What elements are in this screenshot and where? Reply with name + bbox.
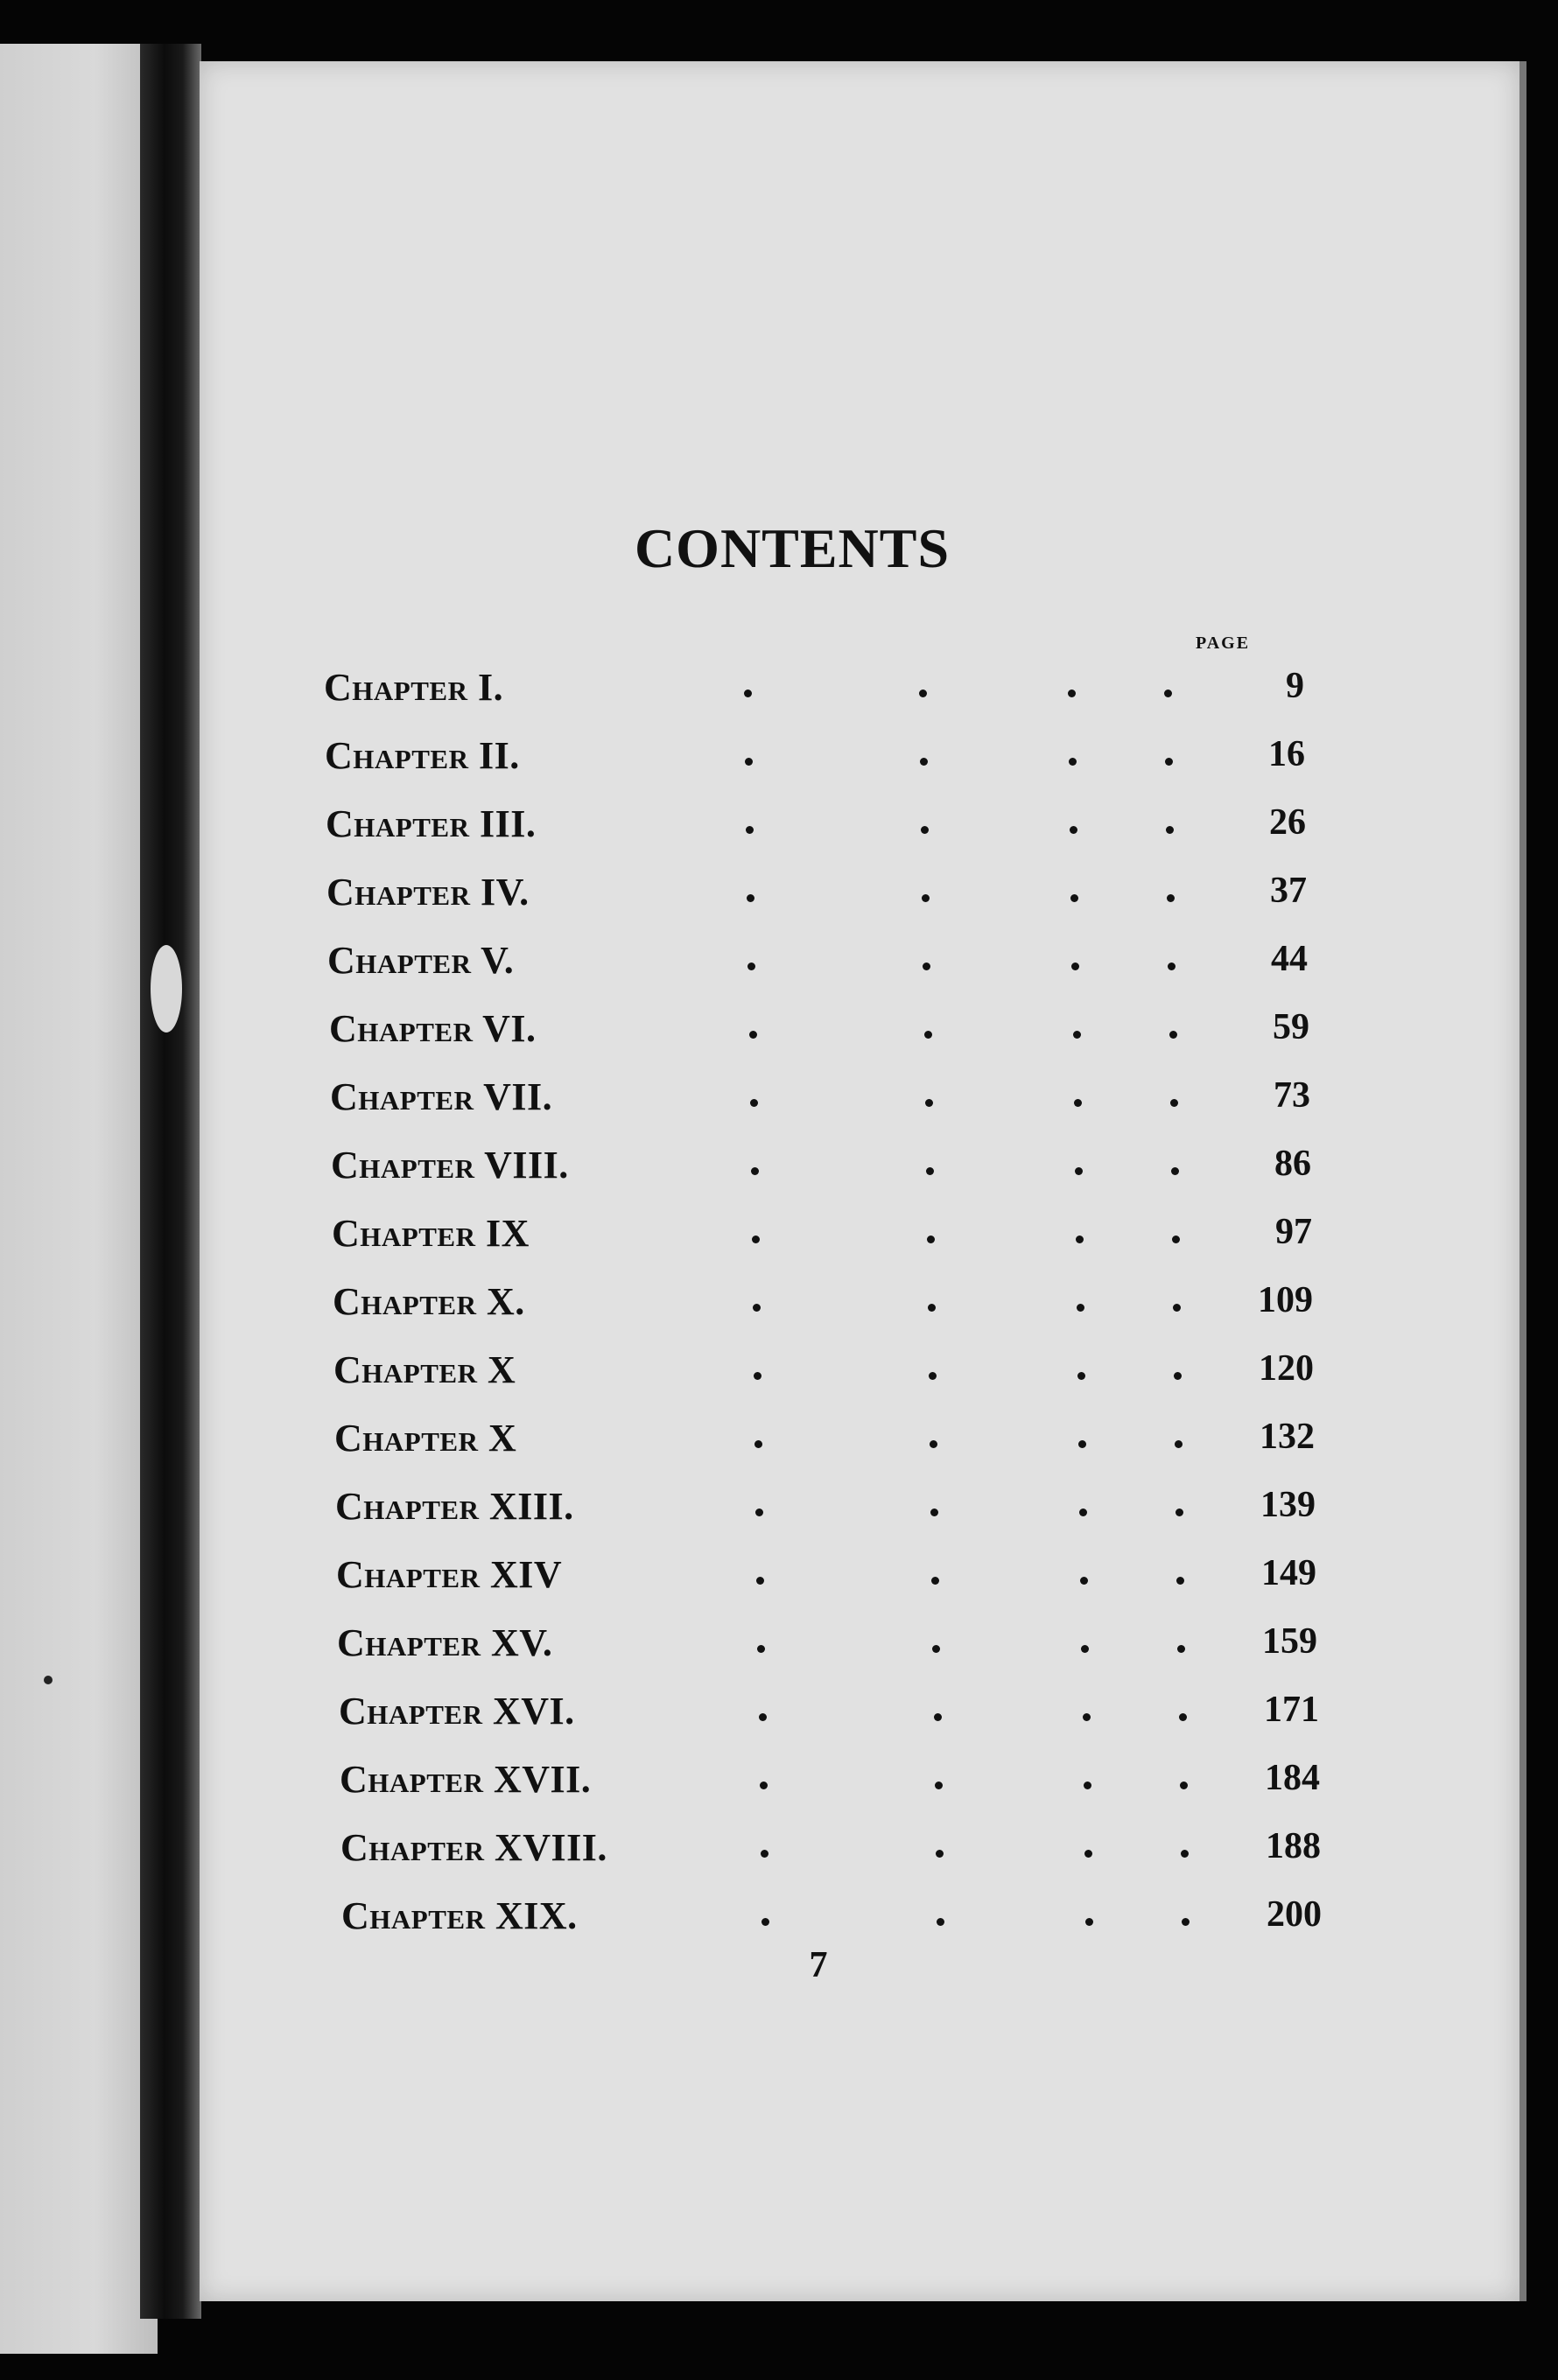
toc-entry xyxy=(340,1757,1320,1818)
leader-dot xyxy=(747,894,754,902)
leader-dot xyxy=(1180,1782,1188,1789)
toc-entry xyxy=(339,1689,1319,1750)
leader-dot xyxy=(745,758,753,766)
leader-dot xyxy=(921,826,929,834)
toc-entry xyxy=(327,938,1308,999)
chapter-label: Chapter XIII. xyxy=(335,1485,574,1528)
leader-dot xyxy=(920,758,928,766)
leader-dot xyxy=(1073,1031,1081,1039)
leader-dot xyxy=(1074,1099,1082,1107)
leader-dot xyxy=(1071,962,1079,970)
toc-page-number: 9 xyxy=(1286,666,1304,706)
toc-page-number: 109 xyxy=(1258,1280,1313,1320)
toc-page-number: 188 xyxy=(1266,1826,1321,1866)
toc-page-number: 184 xyxy=(1265,1758,1320,1798)
toc-page-number: 16 xyxy=(1268,734,1305,774)
toc-entry xyxy=(326,802,1306,863)
toc-page-number: 132 xyxy=(1260,1417,1315,1457)
leader-dot xyxy=(936,1850,944,1858)
toc-page-number: 159 xyxy=(1262,1621,1317,1662)
leader-dot xyxy=(1166,826,1174,834)
chapter-label: Chapter V. xyxy=(327,939,515,982)
leader-dot xyxy=(922,894,930,902)
leader-dot xyxy=(755,1508,763,1516)
leader-dot xyxy=(928,1304,936,1312)
leader-dot xyxy=(1169,1031,1177,1039)
leader-dot xyxy=(1077,1372,1085,1380)
chapter-label: Chapter IX xyxy=(332,1212,530,1255)
leader-dot xyxy=(1080,1577,1088,1585)
leader-dot xyxy=(760,1782,768,1789)
leader-dot xyxy=(747,962,755,970)
leader-dot xyxy=(1181,1850,1189,1858)
toc-entry xyxy=(325,733,1305,794)
toc-entry xyxy=(336,1552,1316,1614)
toc-entry xyxy=(333,1348,1314,1409)
leader-dot xyxy=(932,1645,940,1653)
chapter-label: Chapter IV. xyxy=(326,871,530,914)
leader-dot xyxy=(937,1918,944,1926)
toc-page-number: 37 xyxy=(1270,871,1307,911)
toc-page-number: 26 xyxy=(1269,802,1306,843)
chapter-label: Chapter X xyxy=(333,1348,516,1391)
toc-page-number: 171 xyxy=(1264,1690,1319,1730)
leader-dot xyxy=(756,1577,764,1585)
page-column-label: PAGE xyxy=(1196,634,1251,653)
chapter-label: Chapter XIX. xyxy=(341,1894,578,1937)
leader-dot xyxy=(1077,1304,1084,1312)
leader-dot xyxy=(931,1577,939,1585)
leader-dot xyxy=(754,1372,761,1380)
leader-dot xyxy=(926,1167,934,1175)
toc-page-number: 59 xyxy=(1273,1007,1309,1047)
chapter-label: Chapter XV. xyxy=(337,1621,553,1664)
leader-dot xyxy=(1176,1508,1183,1516)
leader-dot xyxy=(929,1372,937,1380)
leader-dot xyxy=(1075,1167,1083,1175)
leader-dot xyxy=(750,1099,758,1107)
chapter-label: Chapter VIII. xyxy=(331,1144,569,1186)
leader-dot xyxy=(923,962,930,970)
leader-dot xyxy=(759,1713,767,1721)
chapter-label: Chapter XVIII. xyxy=(340,1826,607,1869)
leader-dot xyxy=(930,1508,938,1516)
leader-dot xyxy=(1076,1236,1084,1243)
toc-entry xyxy=(330,1074,1310,1136)
leader-dot xyxy=(1177,1645,1185,1653)
toc-page-number: 200 xyxy=(1267,1894,1322,1935)
leader-dot xyxy=(1171,1167,1179,1175)
toc-page-number: 139 xyxy=(1260,1485,1316,1525)
leader-dot xyxy=(1175,1440,1183,1448)
leader-dot xyxy=(1164,690,1172,697)
toc-page-number: 97 xyxy=(1275,1212,1312,1252)
leader-dot xyxy=(761,1918,769,1926)
chapter-label: Chapter XIV xyxy=(336,1553,563,1596)
leader-dot xyxy=(1068,690,1076,697)
leader-dot xyxy=(1070,894,1078,902)
toc-page-number: 120 xyxy=(1259,1348,1314,1389)
leader-dot xyxy=(1070,826,1077,834)
chapter-label: Chapter I. xyxy=(324,666,504,709)
toc-page-number: 73 xyxy=(1274,1075,1310,1116)
leader-dot xyxy=(746,826,754,834)
leader-dot xyxy=(751,1167,759,1175)
leader-dot xyxy=(1170,1099,1178,1107)
leader-dot xyxy=(934,1713,942,1721)
leader-dot xyxy=(925,1099,933,1107)
leader-dot xyxy=(1179,1713,1187,1721)
leader-dot xyxy=(1085,1918,1093,1926)
chapter-label: Chapter III. xyxy=(326,802,537,845)
chapter-label: Chapter XVII. xyxy=(340,1758,592,1801)
leader-dot xyxy=(924,1031,932,1039)
toc-entry xyxy=(332,1211,1312,1272)
leader-dot xyxy=(1084,1850,1092,1858)
leader-dot xyxy=(927,1236,935,1243)
toc-entry xyxy=(335,1484,1316,1545)
leader-dot xyxy=(752,1236,760,1243)
leader-dot xyxy=(1174,1372,1182,1380)
leader-dot xyxy=(1078,1440,1086,1448)
toc-entry xyxy=(326,870,1307,931)
leader-dot xyxy=(1084,1782,1091,1789)
toc-entry xyxy=(333,1279,1313,1340)
toc-entry xyxy=(340,1825,1321,1886)
chapter-label: Chapter VII. xyxy=(330,1075,553,1118)
leader-dot xyxy=(930,1440,937,1448)
chapter-label: Chapter X xyxy=(334,1417,517,1460)
toc-entry xyxy=(331,1143,1311,1204)
leader-dot xyxy=(1182,1918,1190,1926)
leader-dot xyxy=(1172,1236,1180,1243)
leader-dot xyxy=(1165,758,1173,766)
leader-dot xyxy=(1081,1645,1089,1653)
chapter-label: Chapter XVI. xyxy=(339,1690,575,1732)
toc-page-number: 44 xyxy=(1271,939,1308,979)
leader-dot xyxy=(1069,758,1077,766)
leader-dot xyxy=(1173,1304,1181,1312)
page-number-folio: 7 xyxy=(809,1945,828,1985)
leader-dot xyxy=(935,1782,943,1789)
toc-entry xyxy=(334,1416,1315,1477)
leader-dot xyxy=(1083,1713,1091,1721)
chapter-label: Chapter VI. xyxy=(329,1007,537,1050)
leader-dot xyxy=(761,1850,768,1858)
toc-entry xyxy=(329,1006,1309,1068)
leader-dot xyxy=(1079,1508,1087,1516)
leader-dot xyxy=(1176,1577,1184,1585)
leader-dot xyxy=(1168,962,1176,970)
leader-dot xyxy=(1167,894,1175,902)
leader-dot xyxy=(753,1304,761,1312)
leader-dot xyxy=(749,1031,757,1039)
toc-entry xyxy=(324,665,1304,726)
toc-entry xyxy=(337,1620,1317,1682)
leader-dot xyxy=(757,1645,765,1653)
leader-dot xyxy=(744,690,752,697)
chapter-label: Chapter II. xyxy=(325,734,520,777)
chapter-label: Chapter X. xyxy=(333,1280,525,1323)
leader-dot xyxy=(754,1440,762,1448)
toc-page-number: 86 xyxy=(1274,1144,1311,1184)
leader-dot xyxy=(919,690,927,697)
toc-page-number: 149 xyxy=(1261,1553,1316,1593)
page-title: CONTENTS xyxy=(634,517,951,579)
